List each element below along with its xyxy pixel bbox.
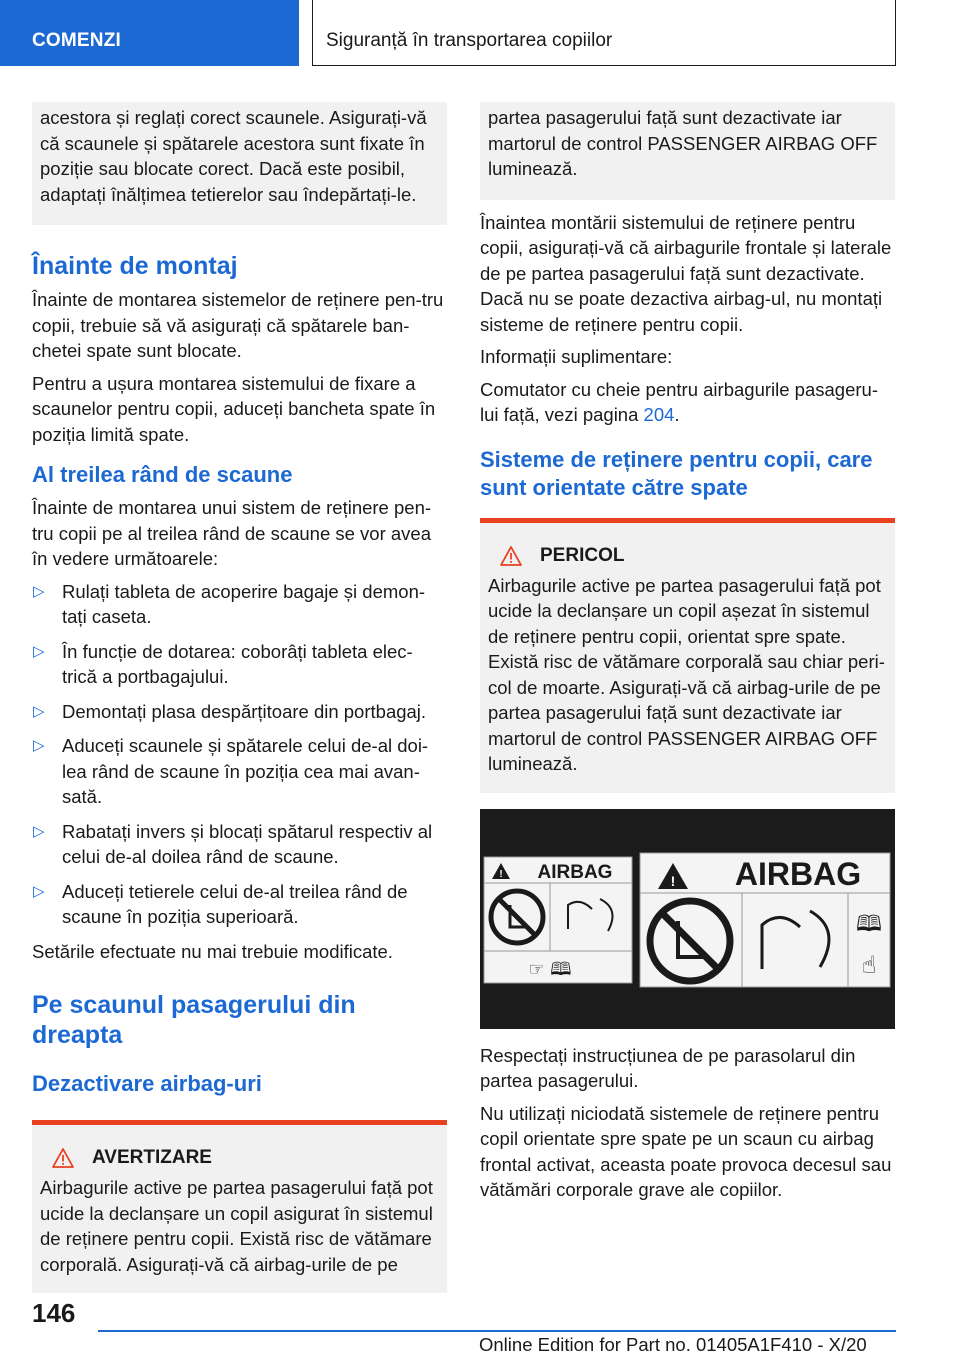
- list-item: ▷ Demontați plasa despărțitoare din portbagaj.: [32, 699, 447, 725]
- warning-title: AVERTIZARE: [92, 1147, 212, 1168]
- hand-pointer-icon: ☝: [861, 950, 877, 979]
- continued-box: partea pasagerului față sunt dezactivate iar martorul de control PASSENGER AIRBAG OFF luminează.: [480, 102, 895, 200]
- right-column: [480, 102, 895, 1210]
- svg-text:!: !: [499, 868, 503, 880]
- list-item: ▷ Rabatați invers și blocați spătarul respectiv al celui de-al doilea rând de scaune.: [33, 820, 433, 867]
- warning-triangle-icon: [52, 1148, 74, 1168]
- list-item: ▷ Rulați tableta de acoperire bagaje și demon-tați caseta.: [33, 580, 426, 627]
- paragraph: Nu utilizați niciodată sistemele de reținere pentru copil orientate spre spate pe un scaun cu airbag frontal activat, aceasta poate provoca decesul sau vătămări corporale grave ale copiilor.: [480, 1102, 892, 1200]
- heading-passenger-seat: Pe scaunul pasagerului din dreapta: [32, 991, 356, 1049]
- airbag-label-figure: [480, 809, 895, 1029]
- warning-box: [32, 1120, 447, 1293]
- footer-divider: [98, 1330, 896, 1332]
- page-number: 146: [32, 1298, 76, 1328]
- large-airbag-label: [640, 853, 890, 987]
- hand-book-icon: ☞ 🕮: [528, 958, 572, 980]
- warning-text: Airbagurile active pe partea pasagerului față pot ucide la declanșare un copil asigurat în sistemul de reținere pentru copii. Există risc de vătămare corporală. Asigurați-vă că airbag-urile de pe: [40, 1177, 433, 1275]
- danger-text: Airbagurile active pe partea pasagerului față pot ucide la declanșare un copil așezat în sistemul de reținere pentru copii, orientat spre spate. Există risc de vătămare corporală sau chiar peri-col de moarte. Asigurați-vă că airbag-urile de pe partea pasagerului față sunt dezactivate iar martorul de control PASSENGER AIRBAG OFF luminează.: [488, 574, 885, 774]
- large-label-text: AIRBAG: [734, 855, 862, 892]
- chapter-title: Siguranță în transportarea copiilor: [312, 0, 896, 66]
- heading-deactivate-airbags: Dezactivare airbag-uri: [32, 1071, 262, 1096]
- paragraph: Înaintea montării sistemului de reținere pentru copii, asigurați-vă că airbagurile frontale și laterale de pe partea pasagerului față sunt dezactivate. Dacă nu se poate dezactiva airbag-ul, nu montați sisteme de reținere pentru copii.: [480, 211, 892, 335]
- paragraph: Înainte de montarea sistemelor de reținere pen-tru copii, trebuie să vă asigurați că spătarele ban-chetei spate sunt blocate.: [32, 289, 444, 361]
- paragraph: Pentru a ușura montarea sistemului de fixare a scaunelor pentru copii, aduceți bancheta spate în poziția limită spate.: [32, 372, 436, 445]
- step-list: [32, 579, 447, 930]
- small-label-text: AIRBAG: [537, 861, 613, 883]
- triangle-bullet-icon: ▷: [33, 737, 45, 754]
- heading-rear-facing: Sisteme de reținere pentru copii, care sunt orientate către spate: [480, 446, 873, 500]
- danger-title: PERICOL: [540, 544, 625, 566]
- paragraph: Comutator cu cheie pentru airbagurile pasageru-lui față, vezi pagina 204.: [480, 378, 878, 425]
- svg-text:!: !: [670, 872, 676, 889]
- triangle-bullet-icon: ▷: [33, 582, 45, 600]
- section-tab: COMENZI: [0, 0, 299, 66]
- triangle-bullet-icon: ▷: [33, 882, 45, 900]
- paragraph: Informații suplimentare:: [480, 346, 673, 367]
- heading-before-mounting: Înainte de montaj: [32, 252, 238, 280]
- page-header: [0, 0, 960, 66]
- heading-third-row: Al treilea rând de scaune: [32, 462, 293, 487]
- list-item: ▷ Aduceți tetierele celui de-al treilea rând de scaune în poziția superioară.: [33, 880, 408, 927]
- danger-box: [480, 518, 895, 793]
- left-column: [32, 102, 447, 1293]
- paragraph: Respectați instrucțiunea de pe parasolarul din partea pasagerului.: [480, 1044, 856, 1091]
- list-item: ▷ În funcție de dotarea: coborâți tableta elec-trică a portbagajului.: [33, 640, 413, 687]
- paragraph: Setările efectuate nu mai trebuie modificate.: [32, 940, 393, 962]
- intro-box: acestora și reglați corect scaunele. Asigurați-vă că scaunele și spătarele acestora sunt fixate în poziție sau blocate corect. Dacă este posibil, adaptați înălțimea tetierelor sau îndepărtați-le.: [32, 102, 447, 225]
- paragraph: Înainte de montarea unui sistem de reținere pen-tru copii pe al treilea rând de scaune se vor avea în vedere următoarele:: [32, 497, 432, 569]
- triangle-bullet-icon: ▷: [33, 702, 45, 720]
- small-airbag-label: [484, 857, 632, 983]
- triangle-bullet-icon: ▷: [33, 642, 45, 660]
- triangle-bullet-icon: ▷: [33, 822, 45, 840]
- list-item: ▷ Aduceți scaunele și spătarele celui de-al doi-lea rând de scaune în poziția cea mai avan-sată.: [33, 735, 429, 807]
- page-reference-link[interactable]: 204: [643, 404, 675, 425]
- footer-edition: Online Edition for Part no. 01405A1F410 - X/20: [479, 1334, 867, 1355]
- manual-book-icon: 🕮: [856, 911, 882, 937]
- danger-triangle-icon: [500, 546, 522, 566]
